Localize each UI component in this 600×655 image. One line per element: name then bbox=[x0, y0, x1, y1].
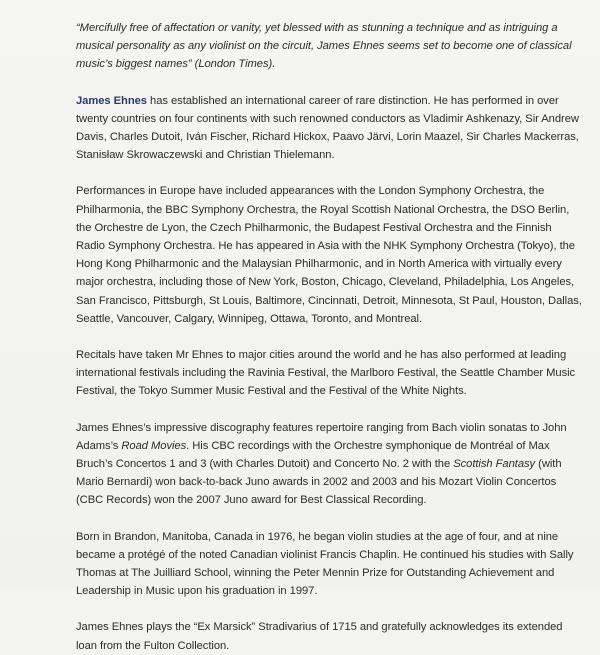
instrument-paragraph: James Ehnes plays the “Ex Marsick” Stradivarius of 1715 and gratefully acknowledges its extended loan from the Fulton Collection. bbox=[76, 621, 563, 652]
work-title-road-movies: Road Movies bbox=[121, 439, 187, 452]
discography-text-3: (with Mario Bernardi) won back-to-back Juno awards in 2002 and 2003 and his Mozart Violin Concertos (CBC Records) won the 2007 Juno award for Best Classical Recording. bbox=[76, 458, 562, 507]
career-text: has established an international career of rare distinction. He has performed in over twenty countries on four continents with such renowned conductors as Vladimir Ashkenazy, Sir Andrew Davis, Charles Dutoit, Iván Fischer, Richard Hickox, Paavo Järvi, Lorin Maazel, Sir Charles Mackerras, Stanisław Skrowaczewski and Christian Thielemann. bbox=[76, 94, 579, 162]
career-paragraph bbox=[76, 92, 582, 165]
work-title-scottish-fantasy: Scottish Fantasy bbox=[453, 458, 536, 471]
discography-paragraph bbox=[76, 419, 582, 510]
artist-name: James Ehnes bbox=[76, 94, 147, 107]
recitals-paragraph: Recitals have taken Mr Ehnes to major cities around the world and he has also performed at leading international festivals including the Ravinia Festival, the Marlboro Festival, the Seattle Chamber Music Festival, the Tokyo Summer Music Festival and the Festival of the White Nights. bbox=[76, 349, 576, 398]
press-quote-source: (London Times). bbox=[191, 58, 276, 71]
discography-text-1: James Ehnes’s impressive discography features repertoire ranging from Bach violin sonatas to John Adams’s bbox=[76, 421, 567, 452]
discography-text-2: . His CBC recordings with the Orchestre symphonique de Montréal of Max Bruch’s Concertos 1 and 3 (with Charles Dutoit) and Concerto No. 2 with the bbox=[76, 439, 550, 471]
performances-paragraph: Performances in Europe have included appearances with the London Symphony Orchestra, the Philharmonia, the BBC Symphony Orchestra, the Royal Scottish National Orchestra, the DSO Berlin, the Orchestre de Lyon, the Czech Philharmonic, the Budapest Festival Orchestra and the Finnish Radio Symphony Orchestra. He has appeared in Asia with the NHK Symphony Orchestra (Tokyo), the Hong Kong Philharmonic and the Malaysian Philharmonic, and in North America with virtually every major orchestra, including those of New York, Boston, Chicago, Cleveland, Philadelphia, Los Angeles, San Francisco, Pittsburgh, St Louis, Baltimore, Cincinnati, Detroit, Minnesota, St Paul, Houston, Dallas, Seattle, Vancouver, Calgary, Winnipeg, Ottawa, Toronto, and Montreal. bbox=[76, 185, 582, 325]
biography-paragraph: Born in Brandon, Manitoba, Canada in 1976, he began violin studies at the age of four, and at nine became a protégé of the noted Canadian violinist Francis Chaplin. He continued his studies with Sally Thomas at The Juilliard School, winning the Peter Mennin Prize for Outstanding Achievement and Leadership in Music upon his graduation in 1997. bbox=[76, 530, 574, 598]
press-quote-text: “Mercifully free of affectation or vanity, yet blessed with as stunning a technique and as intriguing a musical personality as any violinist on the circuit, James Ehnes seems set to become one of classical music’s biggest names” bbox=[76, 22, 572, 71]
press-quote bbox=[76, 19, 582, 74]
